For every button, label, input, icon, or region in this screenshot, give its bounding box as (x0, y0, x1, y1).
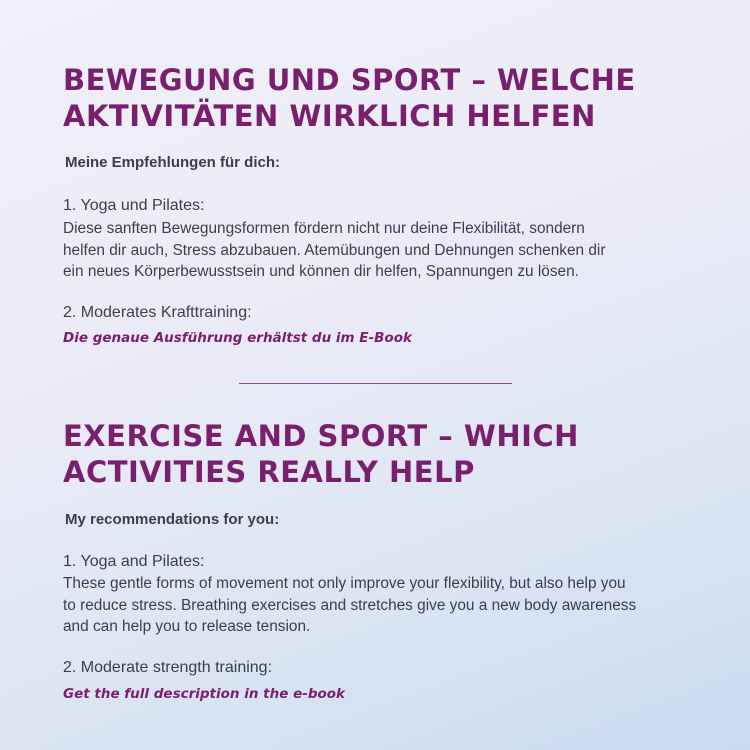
english-item2-title: 2. Moderate strength training: (63, 659, 273, 676)
german-ebook-link[interactable]: Die genaue Ausführung erhältst du im E-Book (63, 330, 412, 346)
german-subheading: Meine Empfehlungen für dich: (65, 154, 281, 171)
german-item1-title: 1. Yoga und Pilates: (63, 197, 205, 214)
german-heading-line-2: AKTIVITÄTEN WIRKLICH HELFEN (63, 99, 596, 133)
english-item1-title: 1. Yoga and Pilates: (63, 553, 205, 570)
english-ebook-link[interactable]: Get the full description in the e-book (63, 686, 346, 702)
english-item1-line-3: and can help you to release tension. (63, 618, 311, 635)
german-heading-line-1: BEWEGUNG UND SPORT – WELCHE (63, 63, 636, 97)
english-heading (63, 418, 579, 490)
english-item1-line-1: These gentle forms of movement not only improve your flexibility, but also help you (63, 575, 626, 592)
german-item1-line-2: helfen dir auch, Stress abzubauen. Atemübungen und Dehnungen schenken dir (63, 241, 606, 259)
german-item1-line-3: ein neues Körperbewusstsein und können dir helfen, Spannungen zu lösen. (63, 263, 579, 280)
section-divider (239, 383, 512, 384)
english-item1-body (63, 573, 743, 638)
german-heading (63, 62, 636, 134)
english-item1-line-2: to reduce stress. Breathing exercises and stretches give you a new body awareness (63, 596, 637, 614)
german-item2-title: 2. Moderates Krafttraining: (63, 304, 252, 321)
german-item1-line-1: Diese sanften Bewegungsformen fördern nicht nur deine Flexibilität, sondern (63, 220, 585, 237)
english-heading-line-2: ACTIVITIES REALLY HELP (63, 455, 475, 489)
german-item1-body (63, 218, 743, 283)
english-heading-line-1: EXERCISE AND SPORT – WHICH (63, 419, 579, 453)
english-subheading: My recommendations for you: (65, 511, 280, 528)
